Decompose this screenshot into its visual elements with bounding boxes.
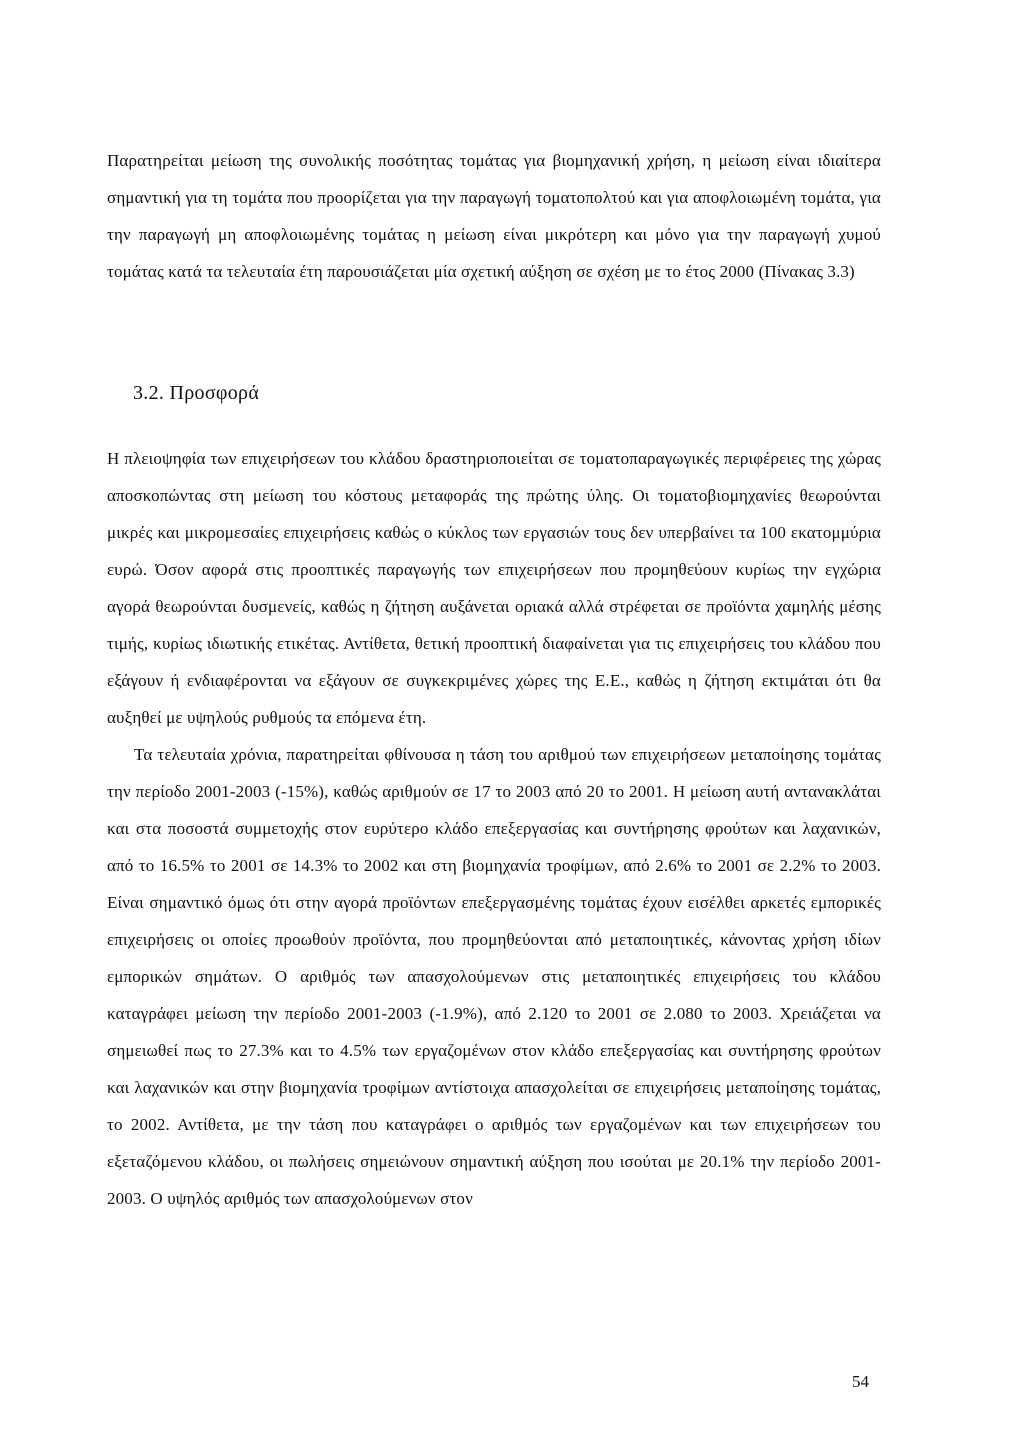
- trends-paragraph: Τα τελευταία χρόνια, παρατηρείται φθίνουσα η τάση του αριθμού των επιχειρήσεων μεταποίησης τομάτας την περίοδο 2001-2003 (-15%), καθώς αριθμούν σε 17 το 2003 από 20 το 2001. Η μείωση αυτή αντανακλάται και στα ποσοστά συμμετοχής στον ευρύτερο κλάδο επεξεργασίας και συντήρησης φρούτων και λαχανικών, από το 16.5% το 2001 σε 14.3% το 2002 και στη βιομηχανία τροφίμων, από 2.6% το 2001 σε 2.2% το 2003. Είναι σημαντικό όμως ότι στην αγορά προϊόντων επεξεργασμένης τομάτας έχουν εισέλθει αρκετές εμπορικές επιχειρήσεις οι οποίες προωθούν προϊόντα, που προμηθεύονται από μεταποιητικές, κάνοντας χρήση ιδίων εμπορικών σημάτων. Ο αριθμός των απασχολούμενων στις μεταποιητικές επιχειρήσεις του κλάδου καταγράφει μείωση την περίοδο 2001-2003 (-1.9%), από 2.120 το 2001 σε 2.080 το 2003. Χρειάζεται να σημειωθεί πως το 27.3% και το 4.5% των εργαζομένων στον κλάδο επεξεργασίας και συντήρησης φρούτων και λαχανικών και στην βιομηχανία τροφίμων αντίστοιχα απασχολείται σε επιχειρήσεις μεταποίησης τομάτας, το 2002. Αντίθετα, με την τάση που καταγράφει ο αριθμός των εργαζομένων και των επιχειρήσεων του εξεταζόμενου κλάδου, οι πωλήσεις σημειώνουν σημαντική αύξηση που ισούται με 20.1% την περίοδο 2001-2003. Ο υψηλός αριθμός των απασχολούμενων στον: [107, 745, 881, 1208]
- page-number: 54: [852, 1372, 869, 1391]
- intro-paragraph: [107, 142, 881, 290]
- paragraph-text: Παρατηρείται μείωση της συνολικής ποσότητας τομάτας για βιομηχανική χρήση, η μείωση είναι ιδιαίτερα σημαντική για τη τομάτα που προορίζεται για την παραγωγή τοματοπολτού και για αποφλοιωμένη τομάτα, για την παραγωγή μη αποφλοιωμένης τομάτας η μείωση είναι μικρότερη και μόνο για την παραγωγή χυμού τομάτας κατά τα τελευταία έτη παρουσιάζεται μία σχετική αύξηση σε σχέση με το έτος 2000 (Πίνακας 3.3): [107, 151, 881, 281]
- supply-paragraph: Η πλειοψηφία των επιχειρήσεων του κλάδου δραστηριοποιείται σε τοματοπαραγωγικές περιφέρειες της χώρας αποσκοπώντας στη μείωση του κόστους μεταφοράς της πρώτης ύλης. Οι τοματοβιομηχανίες θεωρούνται μικρές και μικρομεσαίες επιχειρήσεις καθώς ο κύκλος των εργασιών τους δεν υπερβαίνει τα 100 εκατομμύρια ευρώ. Όσον αφορά στις προοπτικές παραγωγής των επιχειρήσεων που προμηθεύουν κυρίως την εγχώρια αγορά θεωρούνται δυσμενείς, καθώς η ζήτηση αυξάνεται οριακά αλλά στρέφεται σε προϊόντα χαμηλής μέσης τιμής, κυρίως ιδιωτικής ετικέτας. Αντίθετα, θετική προοπτική διαφαίνεται για τις επιχειρήσεις του κλάδου που εξάγουν ή ενδιαφέρονται να εξάγουν σε συγκεκριμένες χώρες της Ε.Ε., καθώς η ζήτηση εκτιμάται ότι θα αυξηθεί με υψηλούς ρυθμούς τα επόμενα έτη.: [107, 449, 881, 727]
- section-heading: 3.2. Προσφορά: [133, 382, 260, 404]
- body-text: [107, 440, 881, 1217]
